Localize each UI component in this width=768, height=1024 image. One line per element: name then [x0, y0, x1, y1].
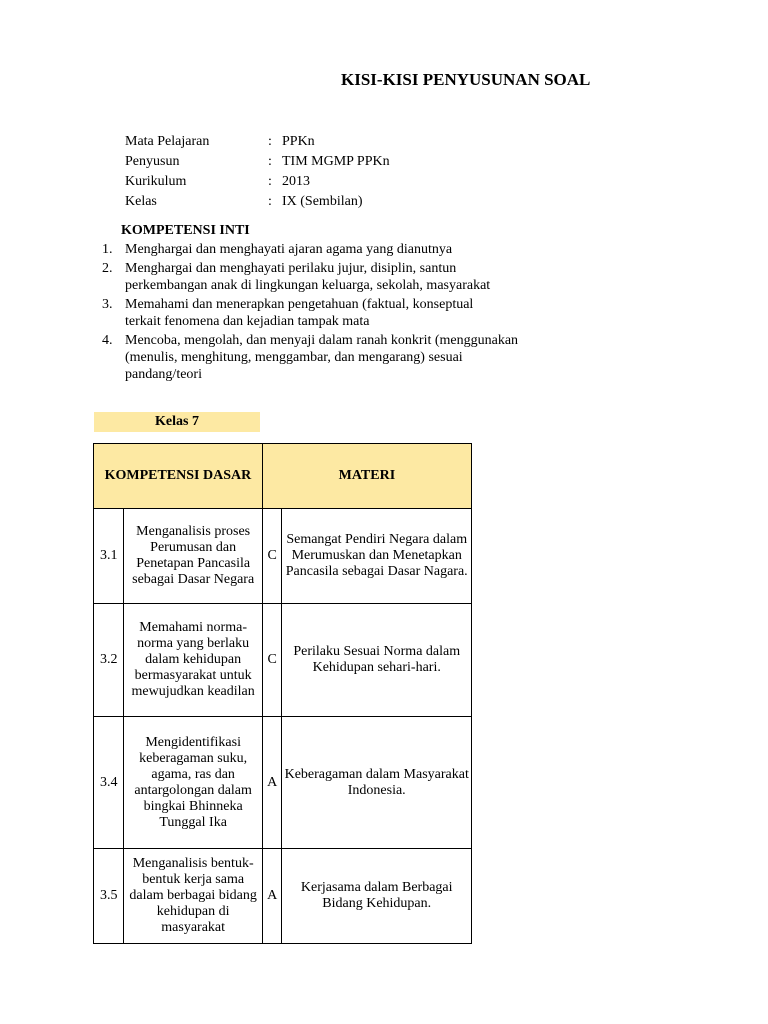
ki-text-line: perkembangan anak di lingkungan keluarga, sekolah, masyarakat — [125, 278, 491, 293]
kd-text: Menganalisis bentuk-bentuk kerja sama dalam berbagai bidang kehidupan di masyarakat — [124, 849, 262, 944]
meta-value: PPKn — [282, 134, 315, 149]
cognitive-level: C — [262, 509, 282, 604]
ki-item — [100, 332, 600, 383]
materi-text: Kerjasama dalam Berbagai Bidang Kehidupan. — [282, 849, 472, 944]
header-materi: MATERI — [262, 444, 471, 509]
ki-number: 3. — [102, 297, 113, 312]
meta-value: TIM MGMP PPKn — [282, 154, 390, 169]
kd-text: Mengidentifikasi keberagaman suku, agama, ras dan antargolongan dalam bingkai Bhinneka Tunggal Ika — [124, 717, 262, 849]
kd-number: 3.2 — [94, 604, 124, 717]
kd-number: 3.4 — [94, 717, 124, 849]
ki-heading: KOMPETENSI INTI — [121, 223, 250, 238]
ki-text-line: Menghargai dan menghayati ajaran agama yang dianutnya — [125, 242, 453, 257]
ki-number: 2. — [102, 261, 113, 276]
table-row — [94, 717, 472, 849]
meta-label: Kelas — [125, 194, 157, 209]
class-label: Kelas 7 — [94, 412, 260, 432]
kd-number: 3.1 — [94, 509, 124, 604]
kd-text: Menganalisis proses Perumusan dan Penetapan Pancasila sebagai Dasar Negara — [124, 509, 262, 604]
ki-item — [100, 296, 600, 330]
ki-text-line: pandang/teori — [125, 367, 202, 382]
cognitive-level: C — [262, 604, 282, 717]
ki-item — [100, 260, 600, 294]
ki-text-line: Memahami dan menerapkan pengetahuan (faktual, konseptual — [125, 297, 474, 312]
table-row — [94, 604, 472, 717]
ki-text-line: Menghargai dan menghayati perilaku jujur, disiplin, santun — [125, 261, 457, 276]
meta-label: Kurikulum — [125, 174, 187, 189]
materi-text: Semangat Pendiri Negara dalam Merumuskan dan Menetapkan Pancasila sebagai Dasar Nagara. — [282, 509, 472, 604]
ki-text-line: Mencoba, mengolah, dan menyaji dalam ranah konkrit (menggunakan — [125, 333, 519, 348]
meta-label: Mata Pelajaran — [125, 134, 210, 149]
cognitive-level: A — [262, 717, 282, 849]
materi-text: Keberagaman dalam Masyarakat Indonesia. — [282, 717, 472, 849]
ki-item — [100, 241, 600, 258]
meta-label: Penyusun — [125, 154, 180, 169]
kd-number: 3.5 — [94, 849, 124, 944]
ki-number: 1. — [102, 242, 113, 257]
table-header-row — [94, 444, 472, 509]
meta-value: IX (Sembilan) — [282, 194, 363, 209]
kd-text: Memahami norma-norma yang berlaku dalam kehidupan bermasyarakat untuk mewujudkan keadilan — [124, 604, 262, 717]
table-row — [94, 849, 472, 944]
meta-value: 2013 — [282, 174, 310, 189]
meta-separator: : — [268, 174, 272, 189]
header-kompetensi-dasar: KOMPETENSI DASAR — [94, 444, 263, 509]
meta-separator: : — [268, 194, 272, 209]
ki-number: 4. — [102, 333, 113, 348]
page-title: KISI-KISI PENYUSUNAN SOAL — [341, 70, 591, 89]
cognitive-level: A — [262, 849, 282, 944]
materi-text: Perilaku Sesuai Norma dalam Kehidupan sehari-hari. — [282, 604, 472, 717]
ki-text-line: terkait fenomena dan kejadian tampak mata — [125, 314, 370, 329]
meta-separator: : — [268, 154, 272, 169]
table-row — [94, 509, 472, 604]
ki-list — [100, 241, 600, 385]
meta-separator: : — [268, 134, 272, 149]
competency-table — [93, 443, 472, 944]
ki-text-line: (menulis, menghitung, menggambar, dan mengarang) sesuai — [125, 350, 463, 365]
